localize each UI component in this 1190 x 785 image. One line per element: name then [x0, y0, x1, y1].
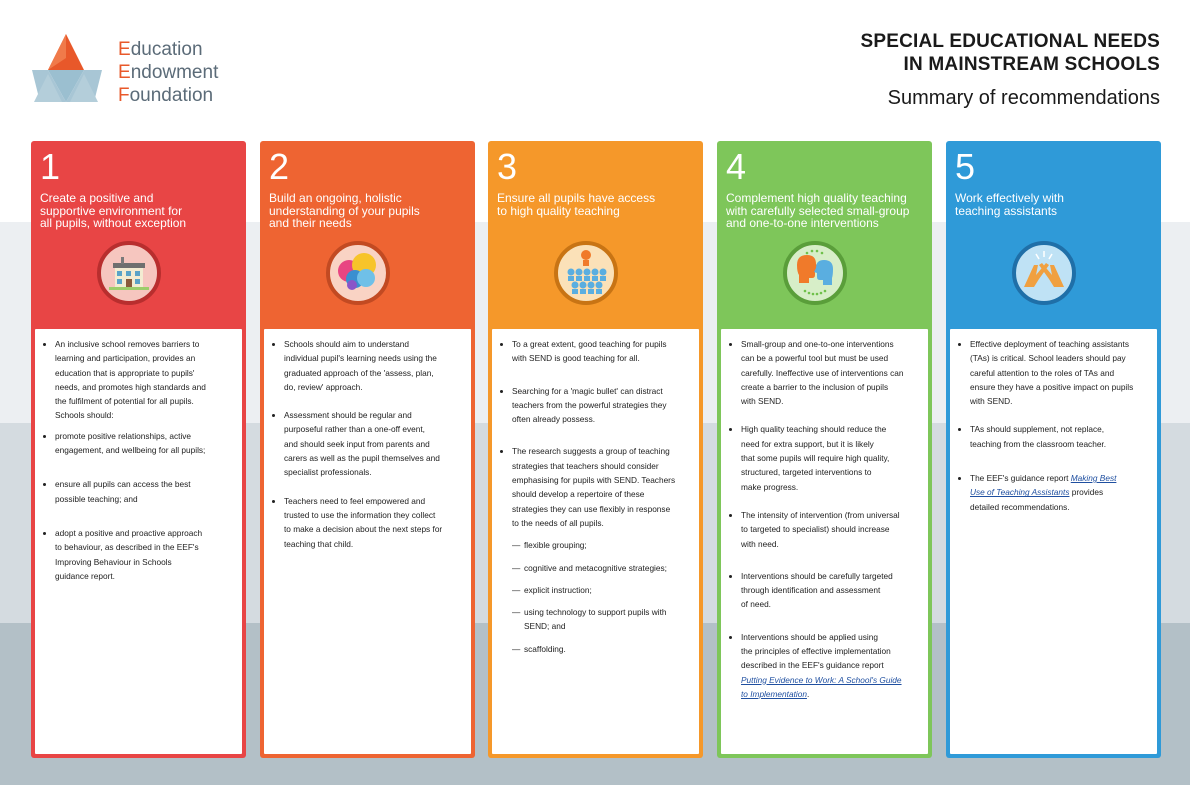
teaching-assistants-guide-link[interactable]: Making Best — [1070, 473, 1117, 484]
text-line: needs, and promotes high standards and — [55, 381, 206, 392]
dash-item — [512, 605, 691, 634]
text-line: trusted to use the information they collect — [284, 509, 436, 520]
text-line: to behaviour, as described in the EEF's — [55, 542, 199, 553]
list-item — [741, 630, 920, 701]
text-line: specialist professionals. — [284, 467, 372, 478]
text-line: education that is appropriate to pupils' — [55, 367, 195, 378]
text-line: • Teachers need to feel empowered and — [284, 495, 426, 506]
text-line: individual pupil's learning needs using the — [284, 353, 437, 364]
recommendation-body — [264, 329, 471, 754]
text-line: and should seek input from parents and — [284, 438, 430, 449]
text-line: teaching that child. — [284, 538, 354, 549]
logo-word-rest: ducation — [130, 39, 203, 60]
recommendation-heading — [40, 192, 240, 230]
heading-line: teaching assistants — [955, 203, 1058, 218]
text-line: to the needs of all pupils. — [512, 517, 604, 528]
text-line: strategies that teachers should consider — [512, 460, 659, 471]
recommendation-card-5 — [946, 141, 1161, 758]
recommendation-card-2 — [260, 141, 475, 758]
recommendation-card-3 — [488, 141, 703, 758]
recommendation-body — [950, 329, 1157, 754]
logo-word-rest: ndowment — [130, 62, 219, 83]
logo-word-rest: oundation — [129, 85, 214, 106]
list-item — [55, 477, 234, 506]
head-profiles-icon — [326, 241, 390, 305]
text-line: (TAs) is critical. School leaders should pay — [970, 353, 1126, 364]
text-segment: The EEF's guidance report — [970, 473, 1071, 484]
heading-line: and their needs — [269, 216, 352, 230]
dash-item — [512, 538, 691, 552]
text-segment: provides — [1069, 487, 1104, 498]
recommendation-body — [35, 329, 242, 754]
list-item — [55, 337, 234, 423]
dash-item — [512, 561, 691, 575]
text-line: engagement, and wellbeing for all pupils; — [55, 445, 206, 456]
eef-logo — [32, 32, 242, 107]
text-line: • The research suggests a group of teaching — [512, 446, 670, 457]
list-item — [512, 384, 691, 427]
text-line: • Schools should aim to understand — [284, 339, 409, 349]
text-line: teaching from the classroom teacher. — [970, 438, 1107, 449]
list-item — [741, 508, 920, 551]
heading-line: to high quality teaching — [497, 203, 620, 218]
text-line: the fulfilment of potential for all pupils. — [55, 396, 194, 407]
heading-line: Create a positive and — [40, 191, 154, 205]
text-line: graduated approach of the 'assess, plan, — [284, 367, 434, 378]
text-line: that some pupils will require high quality, — [741, 453, 890, 464]
text-line: • Assessment should be regular and — [284, 410, 412, 421]
logo-line-endowment — [118, 61, 218, 84]
logo-initial: E — [118, 62, 131, 83]
list-item — [970, 471, 1149, 514]
text-line: through identification and assessment — [741, 585, 881, 596]
sentence-end: . — [806, 688, 810, 699]
text-line: to make a decision about the next steps for — [284, 524, 443, 535]
text-line: • ensure all pupils can access the best — [55, 479, 191, 490]
heading-line: all pupils, without exception — [40, 216, 187, 230]
text-line: detailed recommendations. — [970, 501, 1070, 512]
list-item — [741, 422, 920, 493]
heading-line: supportive environment for — [40, 203, 183, 218]
recommendation-heading — [955, 192, 1155, 217]
high-five-hands-icon — [1012, 241, 1076, 305]
text-line: make progress. — [741, 481, 799, 492]
recommendation-number: 1 — [40, 146, 61, 187]
logo-initial: F — [118, 85, 130, 106]
logo-wordmark — [118, 38, 218, 107]
recommendation-heading — [269, 192, 469, 230]
text-line: • promote positive relationships, active — [55, 430, 192, 441]
text-line: • TAs should supplement, not replace, — [970, 424, 1105, 435]
text-line: Schools should: — [55, 410, 114, 421]
list-item — [284, 337, 463, 394]
text-line: teachers from the powerful strategies they — [512, 399, 667, 410]
text-line: — explicit instruction; — [524, 584, 592, 595]
page-title-line-1: SPECIAL EDUCATIONAL NEEDS — [860, 31, 1160, 52]
dash-item — [512, 642, 691, 656]
heading-line: understanding of your pupils — [269, 203, 420, 218]
text-line: — scaffolding. — [524, 643, 566, 654]
recommendation-heading — [497, 192, 697, 217]
text-line: • An inclusive school removes barriers to — [55, 339, 200, 349]
text-line: — flexible grouping; — [524, 540, 587, 551]
text-line: careful attention to the roles of TAs and — [970, 367, 1115, 378]
implementation-guide-link[interactable]: Putting Evidence to Work: A School's Guide — [741, 674, 902, 685]
dash-item — [512, 583, 691, 597]
heading-line: and one-to-one interventions — [726, 216, 879, 230]
text-line: to targeted to specialist) should increase — [741, 524, 890, 535]
text-line: create a barrier to the inclusion of pupils — [741, 381, 889, 392]
text-line: Improving Behaviour in Schools — [55, 556, 172, 567]
text-line: with SEND. — [741, 396, 784, 407]
recommendation-number: 3 — [497, 146, 518, 187]
list-item — [741, 337, 920, 408]
text-line: often already possess. — [512, 414, 596, 425]
page-header — [860, 30, 1160, 110]
text-line: • To a great extent, good teaching for pupils — [512, 339, 667, 349]
school-building-icon — [97, 241, 161, 305]
list-item — [741, 569, 920, 612]
list-item — [284, 494, 463, 551]
text-line: described in the EEF's guidance report — [741, 660, 884, 671]
recommendation-body — [492, 329, 699, 754]
recommendation-heading — [726, 192, 926, 230]
text-line: emphasising for pupils with SEND. Teachers — [512, 475, 676, 486]
list-item — [55, 429, 234, 458]
text-line: should develop a repertoire of these — [512, 489, 645, 500]
text-line: • The intensity of intervention (from universal — [741, 509, 900, 520]
heading-line: with carefully selected small-group — [726, 203, 910, 218]
text-line: — cognitive and metacognitive strategies; — [524, 562, 667, 573]
heading-line: Ensure all pupils have access — [497, 191, 656, 205]
text-line: strategies they can use flexibly in response — [512, 503, 671, 514]
heading-line: Work effectively with — [955, 191, 1064, 205]
logo-initial: E — [118, 39, 131, 60]
text-line: • adopt a positive and proactive approach — [55, 527, 203, 538]
text-line: — using technology to support pupils with — [524, 607, 667, 618]
logo-line-foundation — [118, 84, 218, 107]
text-line: • High quality teaching should reduce the — [741, 424, 887, 435]
recommendation-body — [721, 329, 928, 754]
teacher-class-icon — [554, 241, 618, 305]
text-line: guidance report. — [55, 570, 115, 581]
heading-line: Build an ongoing, holistic — [269, 191, 402, 205]
recommendation-card-4 — [717, 141, 932, 758]
text-line: carefully. Ineffective use of interventions can — [741, 367, 904, 378]
text-line: with SEND is good teaching for all. — [512, 353, 640, 364]
text-line: do, review' approach. — [284, 381, 363, 392]
logo-line-education — [118, 38, 218, 61]
text-line: structured, targeted interventions to — [741, 467, 872, 478]
recommendation-number: 5 — [955, 146, 976, 187]
text-line: possible teaching; and — [55, 493, 138, 504]
text-line: SEND; and — [524, 621, 566, 632]
recommendation-card-1 — [31, 141, 246, 758]
text-line: learning and participation, provides an — [55, 353, 196, 364]
text-line: with SEND. — [970, 396, 1013, 407]
text-line: of need. — [741, 599, 771, 610]
implementation-guide-link[interactable]: to Implementation — [741, 688, 807, 699]
page-subtitle: Summary of recommendations — [887, 87, 1160, 109]
heading-line: Complement high quality teaching — [726, 191, 907, 205]
text-line: • Interventions should be applied using — [741, 631, 878, 642]
list-item — [970, 337, 1149, 408]
text-line: • Searching for a 'magic bullet' can distract — [512, 385, 663, 396]
recommendation-number: 2 — [269, 146, 290, 187]
text-line: ensure they have a positive impact on pupils — [970, 381, 1134, 392]
list-item — [55, 526, 234, 583]
list-item — [970, 422, 1149, 451]
two-heads-conversation-icon — [783, 241, 847, 305]
list-item — [512, 444, 691, 656]
text-line: carers as well as the pupil themselves and — [284, 453, 440, 464]
teaching-assistants-guide-link[interactable]: Use of Teaching Assistants — [970, 487, 1070, 498]
text-line: • Interventions should be carefully targeted — [741, 570, 893, 581]
text-line: purposeful rather than a one-off event, — [284, 424, 425, 435]
text-line: • Small-group and one-to-one interventions — [741, 339, 894, 349]
page-title-line-2: IN MAINSTREAM SCHOOLS — [903, 54, 1160, 75]
recommendation-number: 4 — [726, 146, 747, 187]
text-line: the principles of effective implementation — [741, 646, 891, 657]
text-line: • Effective deployment of teaching assistants — [970, 339, 1129, 349]
list-item — [512, 337, 691, 366]
text-line: need for extra support, but it is likely — [741, 438, 874, 449]
text-line: with need. — [741, 538, 779, 549]
triangle-logo-icon — [32, 32, 104, 104]
text-line: can be a powerful tool but must be used — [741, 353, 889, 364]
list-item — [284, 408, 463, 479]
